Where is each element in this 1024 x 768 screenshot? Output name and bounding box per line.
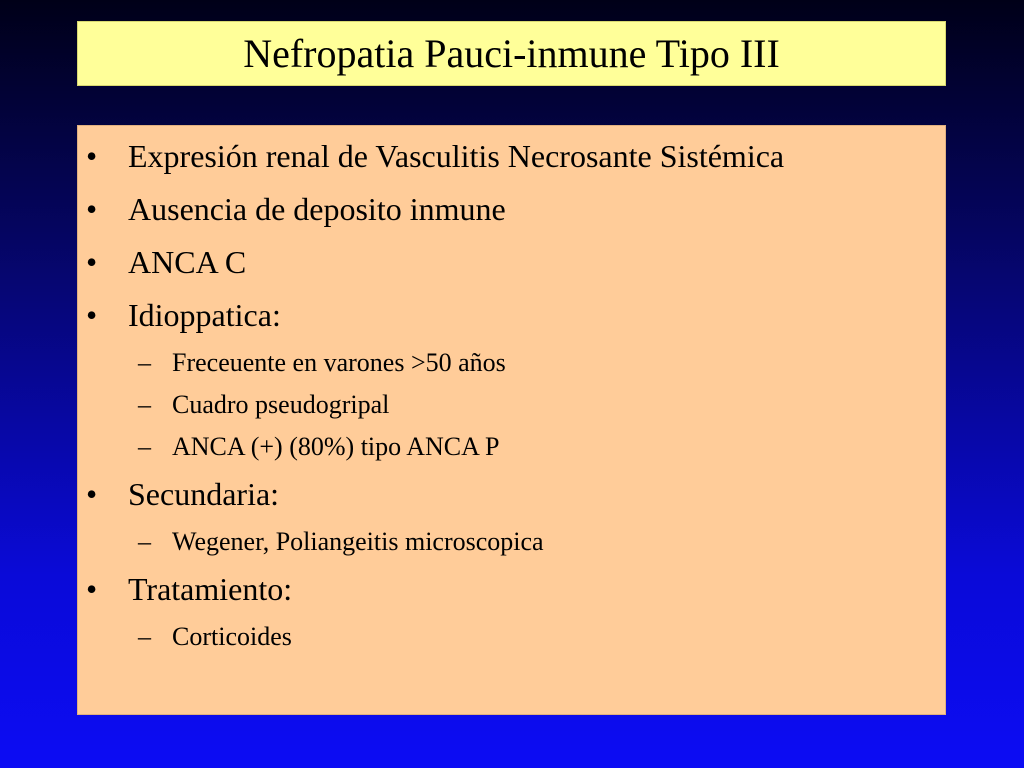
bullet-item — [78, 138, 848, 175]
sub-bullet-item — [78, 348, 945, 378]
bullet-item — [78, 244, 848, 281]
bullet-text: Expresión renal de Vasculitis Necrosante Sistémica — [128, 138, 785, 174]
sub-bullet-text: Wegener, Poliangeitis microscopica — [172, 527, 544, 556]
title-box — [77, 21, 946, 86]
bullet-item — [78, 476, 848, 513]
sub-bullet-item — [78, 622, 945, 652]
sub-bullet-item — [78, 390, 945, 420]
sub-bullet-marker: – — [138, 432, 151, 461]
bullet-list — [78, 138, 945, 652]
sub-bullet-text: Corticoides — [172, 622, 292, 651]
bullet-item — [78, 191, 848, 228]
sub-bullet-marker: – — [138, 622, 151, 651]
sub-bullet-text: Cuadro pseudogripal — [172, 390, 390, 419]
slide-title: Nefropatia Pauci-inmune Tipo III — [243, 30, 780, 76]
bullet-marker: • — [86, 244, 98, 280]
bullet-item — [78, 297, 848, 334]
sub-bullet-text: Freceuente en varones >50 años — [172, 348, 506, 377]
bullet-text: Secundaria: — [128, 476, 280, 512]
bullet-marker: • — [86, 191, 98, 227]
bullet-marker: • — [86, 297, 98, 333]
sub-bullet-marker: – — [138, 348, 151, 377]
content-box — [77, 125, 946, 715]
bullet-text: Idioppatica: — [128, 297, 281, 333]
bullet-text: ANCA C — [128, 244, 247, 280]
sub-bullet-marker: – — [138, 390, 151, 419]
bullet-marker: • — [86, 571, 98, 607]
sub-bullet-marker: – — [138, 527, 151, 556]
sub-bullet-item — [78, 432, 945, 462]
sub-bullet-text: ANCA (+) (80%) tipo ANCA P — [172, 432, 500, 461]
bullet-marker: • — [86, 476, 98, 512]
sub-bullet-item — [78, 527, 945, 557]
bullet-marker: • — [86, 138, 98, 174]
bullet-text: Tratamiento: — [128, 571, 293, 607]
bullet-item — [78, 571, 848, 608]
bullet-text: Ausencia de deposito inmune — [128, 191, 506, 227]
